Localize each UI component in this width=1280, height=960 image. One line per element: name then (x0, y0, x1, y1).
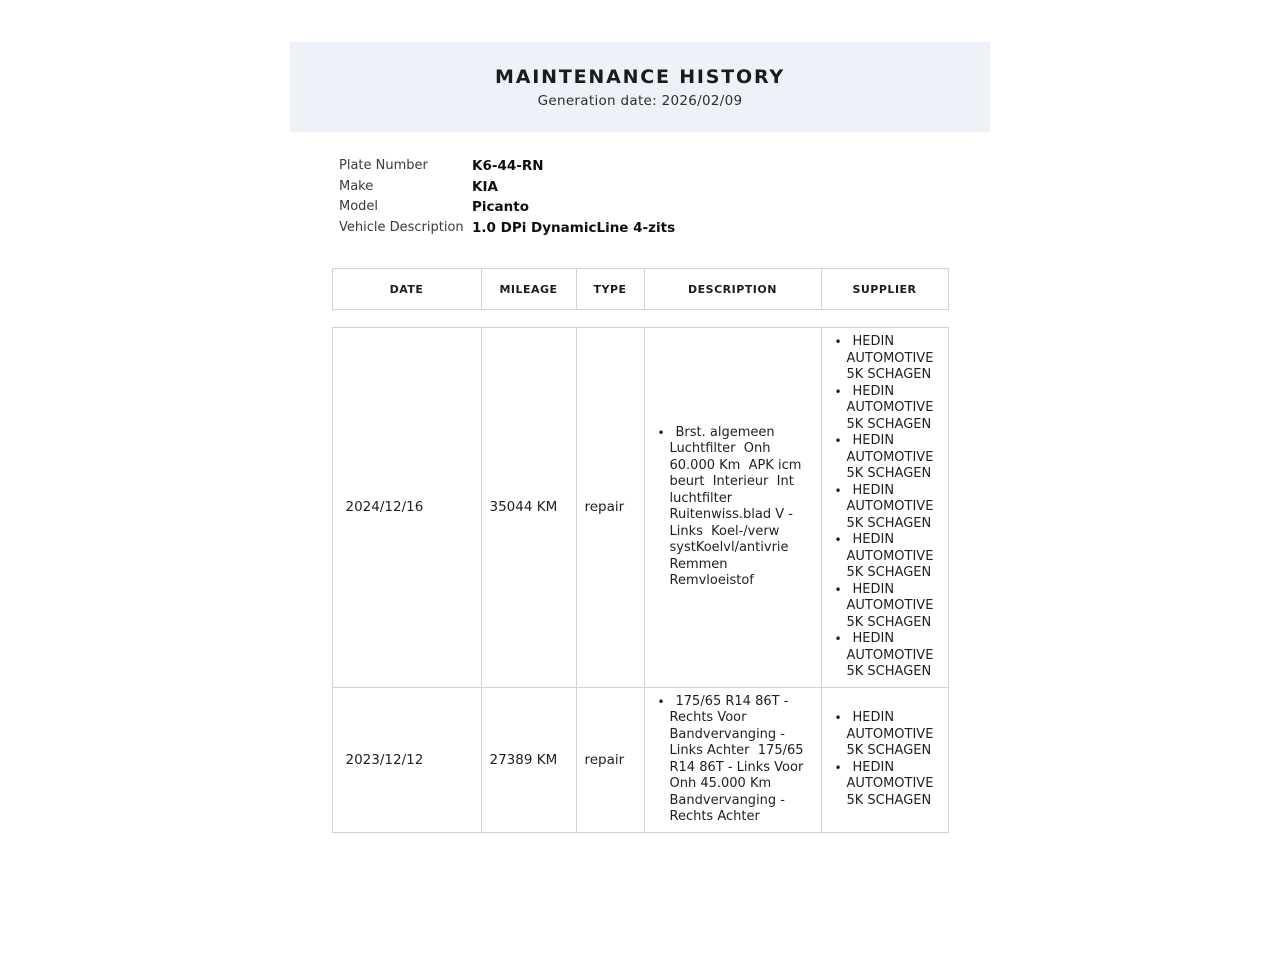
bullet-icon: • (834, 711, 842, 725)
vehicle-info-row (339, 177, 990, 198)
description-item (653, 694, 813, 826)
vehicle-field-label: Vehicle Description (339, 219, 464, 235)
bullet-icon: • (834, 434, 842, 448)
description-item (653, 425, 813, 590)
mileage-cell: 35044 KM (482, 328, 577, 687)
supplier-item-text: HEDIN AUTOMOTIVE 5K SCHAGEN (846, 383, 938, 432)
vehicle-field-value: KIA (472, 178, 498, 195)
column-header-supplier: SUPPLIER (852, 282, 917, 296)
generation-date: Generation date: 2026/02/09 (537, 92, 743, 109)
bullet-icon: • (834, 384, 842, 399)
page-title: MAINTENANCE HISTORY (495, 65, 785, 88)
supplier-item (830, 334, 940, 384)
vehicle-field-label: Model (339, 199, 379, 214)
supplier-item-text: HEDIN AUTOMOTIVE 5K SCHAGEN (846, 581, 938, 630)
bullet-icon: • (657, 694, 665, 709)
description-cell (645, 688, 822, 832)
supplier-item (830, 433, 940, 483)
supplier-item-text: HEDIN AUTOMOTIVE 5K SCHAGEN (846, 334, 938, 382)
table-header-row (332, 268, 949, 310)
supplier-item-text: HEDIN AUTOMOTIVE 5K SCHAGEN (846, 759, 938, 808)
vehicle-info (339, 156, 990, 238)
date-cell: 2024/12/16 (333, 328, 482, 687)
bullet-icon: • (834, 760, 842, 775)
supplier-item (830, 760, 940, 810)
supplier-item (830, 384, 940, 434)
description-item-list (653, 694, 813, 826)
bullet-icon: • (834, 533, 842, 547)
column-header-description: DESCRIPTION (645, 269, 822, 309)
column-header-type: TYPE (577, 269, 645, 309)
supplier-item-list (830, 334, 940, 681)
supplier-item (830, 631, 940, 681)
type-cell: repair (577, 688, 645, 832)
mileage-cell: 27389 KM (482, 688, 577, 832)
vehicle-field-label: Make (339, 178, 374, 194)
description-item-text: Brst. algemeen Luchtfilter Onh 60.000 Km APK icm beurt Interieur Int luchtfilter Ruitenwiss.blad V - Links Koel-/verw systKoelvl/antivrie Remmen Remvloeistof (669, 424, 806, 589)
vehicle-info-row (339, 218, 990, 239)
supplier-item-text: HEDIN AUTOMOTIVE 5K SCHAGEN (846, 433, 938, 481)
supplier-item-text: HEDIN AUTOMOTIVE 5K SCHAGEN (846, 532, 938, 580)
table-row (333, 328, 948, 687)
vehicle-info-row (339, 197, 990, 218)
bullet-icon: • (834, 483, 842, 498)
supplier-item-list (830, 710, 940, 809)
supplier-item (830, 582, 940, 632)
column-header-date: DATE (333, 269, 482, 309)
date-cell: 2023/12/12 (333, 688, 482, 832)
supplier-item (830, 483, 940, 533)
supplier-item-text: HEDIN AUTOMOTIVE 5K SCHAGEN (846, 482, 938, 531)
bullet-icon: • (834, 335, 842, 349)
report-header (290, 42, 990, 132)
supplier-cell (822, 328, 948, 687)
maintenance-table (332, 268, 949, 833)
bullet-icon: • (657, 425, 665, 440)
supplier-item (830, 532, 940, 582)
vehicle-field-value: Picanto (472, 199, 529, 215)
vehicle-field-label: Plate Number (339, 158, 428, 173)
description-item-list (653, 425, 813, 590)
bullet-icon: • (834, 582, 842, 597)
supplier-item-text: HEDIN AUTOMOTIVE 5K SCHAGEN (846, 710, 938, 758)
description-cell (645, 328, 822, 687)
supplier-cell (822, 688, 948, 832)
column-header-mileage: MILEAGE (482, 269, 577, 309)
vehicle-field-value: K6-44-RN (472, 158, 544, 174)
type-cell: repair (577, 328, 645, 687)
report-page (290, 0, 990, 833)
supplier-item (830, 710, 940, 760)
table-body (332, 327, 949, 833)
vehicle-info-row (339, 156, 990, 177)
description-item-text: 175/65 R14 86T - Rechts Voor Bandvervanging - Links Achter 175/65 R14 86T - Links Voor Onh 45.000 Km Bandvervanging - Rechts Achter (669, 693, 808, 824)
table-row (333, 687, 948, 832)
bullet-icon: • (834, 632, 842, 646)
supplier-item-text: HEDIN AUTOMOTIVE 5K SCHAGEN (846, 631, 938, 679)
vehicle-field-value: 1.0 DPi DynamicLine 4-zits (472, 219, 676, 236)
